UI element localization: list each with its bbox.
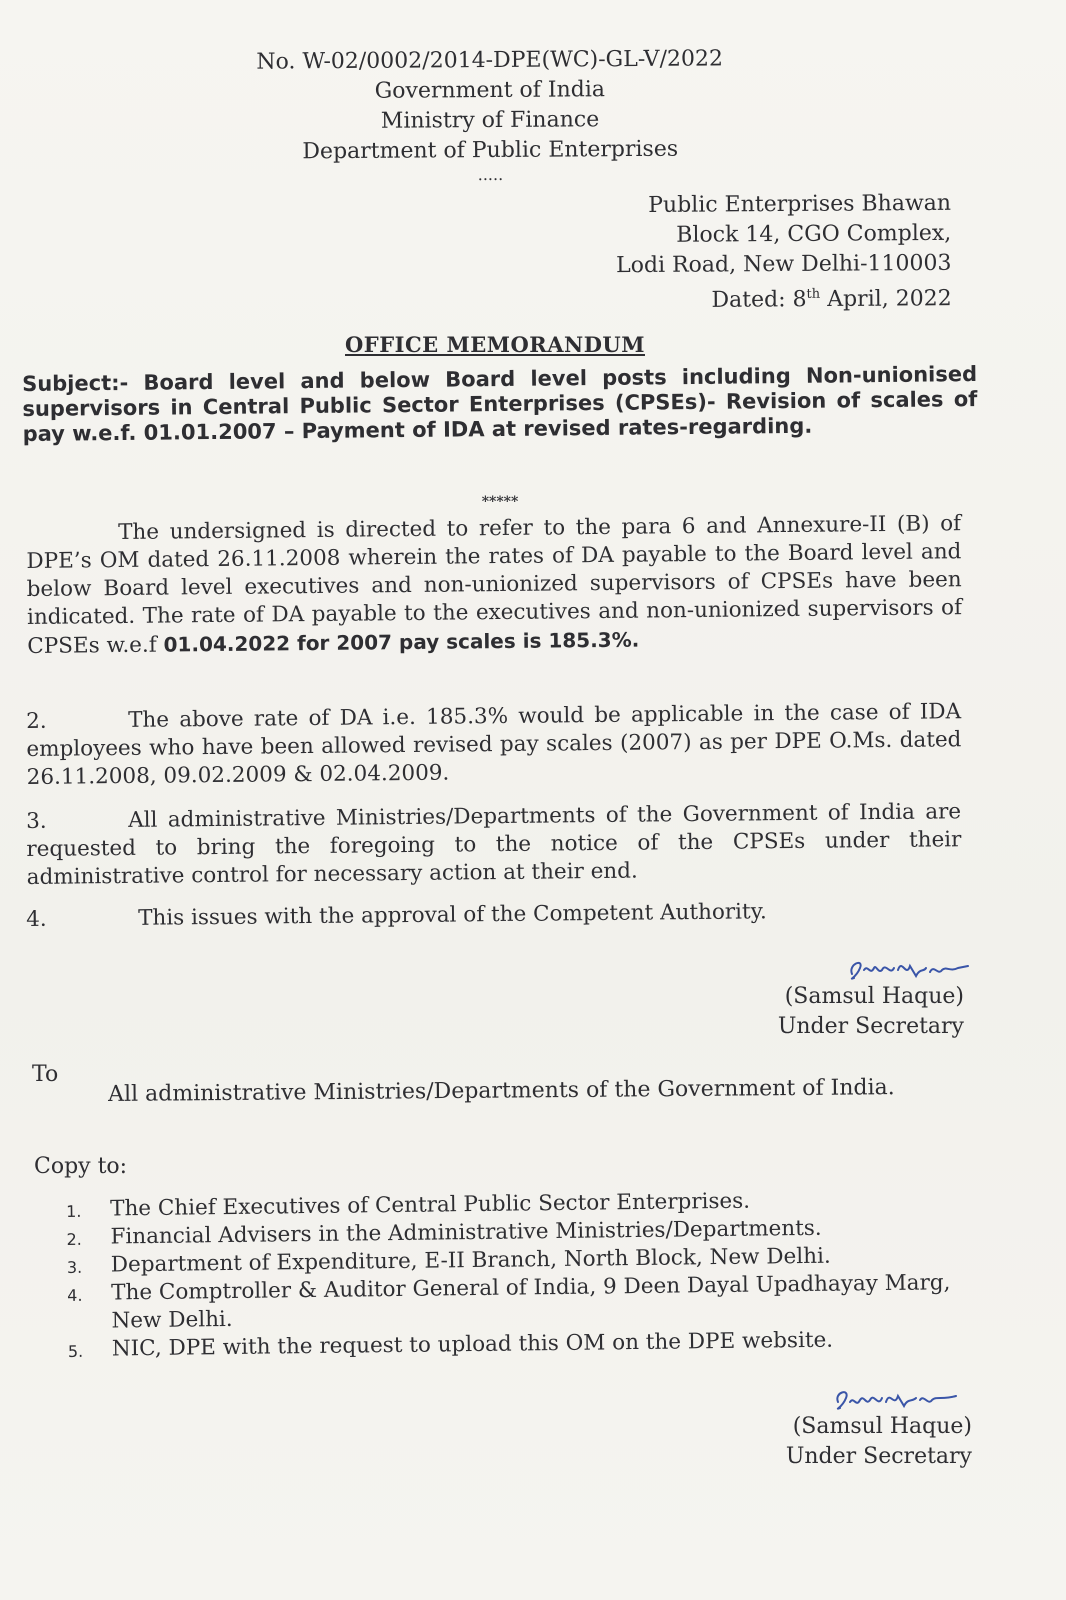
paragraph-2-number: 2. <box>26 708 47 734</box>
list-number: 1. <box>66 1201 82 1221</box>
to-label: To <box>32 1062 59 1087</box>
address-line-3: Lodi Road, New Delhi-110003 <box>615 250 952 279</box>
signatory-name: (Samsul Haque) <box>784 984 964 1009</box>
copy-to-label: Copy to: <box>34 1154 128 1179</box>
list-text: The Comptroller & Auditor General of India, 9 Deen Dayal Upadhayay Marg, New Delhi. <box>111 1270 951 1334</box>
date-suffix: April, 2022 <box>819 286 952 313</box>
paragraph-4-text: This issues with the approval of the Competent Authority. <box>138 899 767 931</box>
date-prefix: Dated: 8 <box>710 287 807 313</box>
paragraph-4 <box>26 896 961 934</box>
header-separator: ..... <box>477 164 504 185</box>
paragraph-3-text: All administrative Ministries/Departments of the Government of India are requested to bring the foregoing to the notice of the CPSEs under their administrative control for necessary action at their end. <box>26 799 962 890</box>
signatory-designation: Under Secretary <box>777 1014 964 1039</box>
signature-image <box>846 950 976 986</box>
signatory-block-2 <box>786 1412 972 1472</box>
stars-separator: ***** <box>481 494 519 510</box>
letterhead <box>0 43 980 188</box>
paragraph-1-bold: 01.04.2022 for 2007 pay scales is 185.3%. <box>163 627 640 657</box>
paragraph-3-number: 3. <box>26 808 47 834</box>
signatory-name: (Samsul Haque) <box>792 1414 972 1439</box>
signatory-block <box>778 982 964 1042</box>
list-number: 2. <box>66 1229 82 1249</box>
header-department: Department of Public Enterprises <box>302 136 679 165</box>
list-text: NIC, DPE with the request to upload this OM on the DPE website. <box>111 1327 834 1362</box>
list-text: Department of Expenditure, E-II Branch, North Block, New Delhi. <box>110 1243 831 1278</box>
paragraph-2-text: The above rate of DA i.e. 185.3% would be applicable in the case of IDA employees who have been allowed revised pay scales (2007) as per DPE O.Ms. dated 26.11.2008, 09.02.2009 & 02.04.2009. <box>26 699 962 790</box>
subject: Subject:- Board level and below Board level posts including Non-unionised supervisors in Central Public Sector Enterprises (CPSEs)- Revision of scales of pay w.e.f. 01.01.2007 – Payment of IDA at revised rates-regarding. <box>22 361 978 446</box>
address-line-1: Public Enterprises Bhawan <box>647 190 951 218</box>
date-line <box>616 279 952 317</box>
list-number: 5. <box>67 1341 84 1361</box>
paragraph-2 <box>26 698 962 792</box>
copy-to-list <box>66 1185 968 1364</box>
file-number: No. W-02/0002/2014-DPE(WC)-GL-V/2022 <box>256 46 724 75</box>
list-text: The Chief Executives of Central Public Sector Enterprises. <box>110 1188 751 1222</box>
paragraph-3 <box>26 798 962 892</box>
list-number: 3. <box>66 1257 83 1277</box>
header-ministry: Ministry of Finance <box>380 107 600 134</box>
office-address <box>615 189 951 317</box>
to-recipient: All administrative Ministries/Departments of the Government of India. <box>108 1075 895 1107</box>
header-government: Government of India <box>374 77 606 104</box>
document-title: OFFICE MEMORANDUM <box>345 332 645 357</box>
paragraph-1 <box>26 510 962 661</box>
signatory-designation: Under Secretary <box>785 1444 972 1469</box>
paragraph-1-text: The undersigned is directed to refer to the para 6 and Annexure-II (B) of DPE’s OM dated 26.11.2008 wherein the rates of DA payable to the Board level and below Board level executives and non-unionized supervisors of CPSEs have been indicated. The rate of DA payable to the executives and non-unionized supervisors of CPSEs w.e.f <box>26 511 963 659</box>
list-number: 4. <box>67 1285 83 1305</box>
paragraph-4-number: 4. <box>26 906 47 932</box>
signature-image <box>832 1380 962 1416</box>
date-superscript: th <box>806 286 820 302</box>
address-line-2: Block 14, CGO Complex, <box>675 220 951 248</box>
list-text: Financial Advisers in the Administrative Ministries/Departments. <box>110 1215 822 1250</box>
